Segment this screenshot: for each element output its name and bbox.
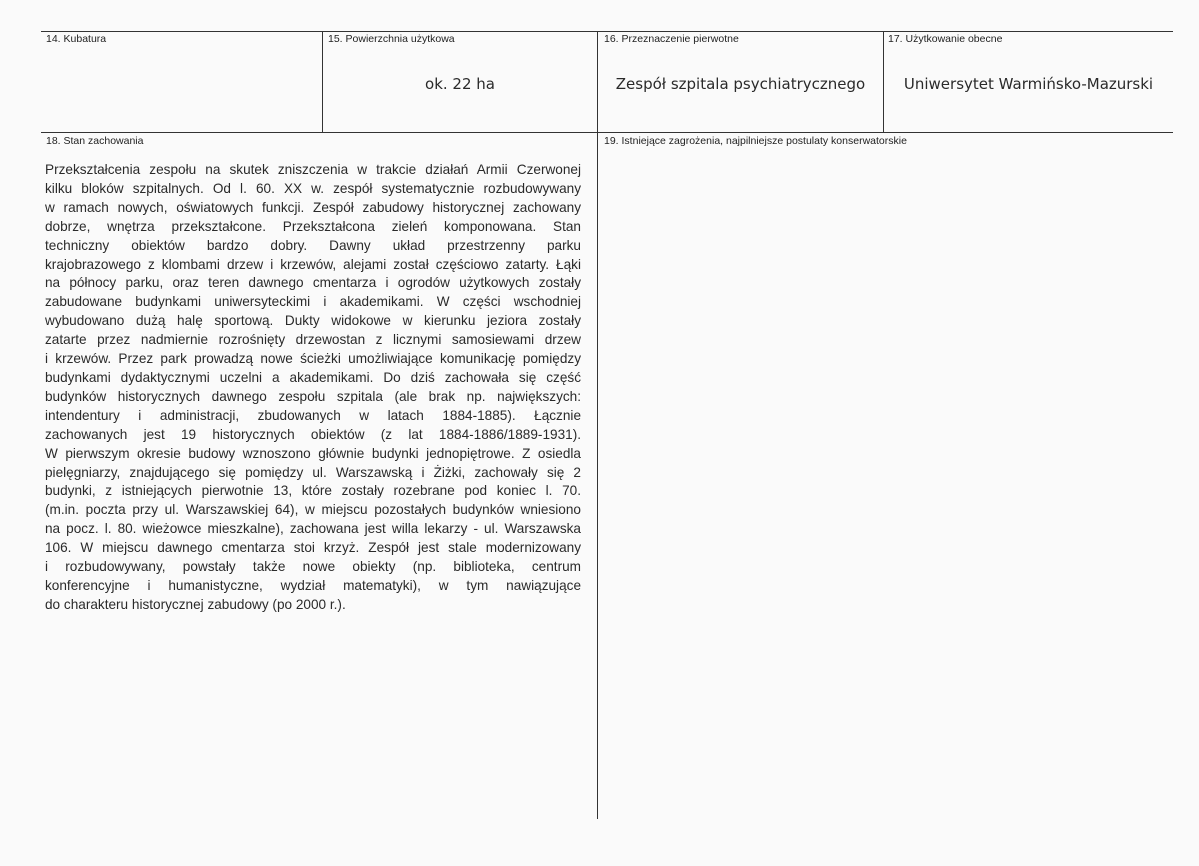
field-18-line: budynków historycznych dawnego zespołu szpitala (ale brak np. największych: [45, 388, 581, 404]
field-18-line: na pocz. l. 80. wieżowce mieszkalne), zachowana jest willa lekarzy - ul. Warszawska [45, 521, 581, 537]
top-border [41, 31, 1173, 32]
field-18-line: zabudowane budynkami uniwersyteckimi i akademikami. W części wschodniej [45, 294, 581, 310]
field-18-line: budynki, z istniejących pierwotnie 13, które zostały rozebrane pod koniec l. 70. [45, 483, 581, 499]
field-18-line: dobrze, wnętrza przekształcone. Przekształcona zieleń komponowana. Stan [45, 218, 581, 234]
field-18-line: i rozbudowywany, powstały także nowe obiekty (np. biblioteka, centrum [45, 559, 581, 575]
field-18-line: (m.in. poczta przy ul. Warszawskiej 64), w miejscu pozostałych budynków wniesiono [45, 502, 581, 518]
divider-15-16 [597, 31, 598, 819]
field-19-label: 19. Istniejące zagrożenia, najpilniejsze postulaty konserwatorskie [604, 135, 907, 147]
field-18-line: W pierwszym okresie budowy wznoszono głównie budynki jednopiętrowe. Z osiedla [45, 445, 581, 461]
field-17-value: Uniwersytet Warmińsko-Mazurski [903, 75, 1154, 93]
field-16-label: 16. Przeznaczenie pierwotne [604, 33, 739, 45]
field-18-line: i krzewów. Przez park prowadzą nowe ścieżki umożliwiające komunikację pomiędzy [45, 351, 581, 367]
field-14-label: 14. Kubatura [46, 33, 107, 45]
field-18-line: konferencyjne i humanistyczne, wydział matematyki), w tym nawiązujące [45, 577, 581, 593]
field-18-line: na północy parku, oraz teren dawnego cmentarza i ogrodów użytkowych zostały [45, 275, 581, 291]
header-row-bottom-border [41, 132, 1173, 133]
field-18-line: 106. W miejscu dawnego cmentarza stoi krzyż. Zespół jest stale modernizowany [45, 540, 581, 556]
field-18-line: Przekształcenia zespołu na skutek zniszczenia w trakcie działań Armii Czerwonej [45, 162, 581, 177]
field-15-value: ok. 22 ha [425, 75, 495, 93]
field-18-line: pielęgniarzy, znajdującego się pomiędzy ul. Warszawską i Żiżki, zachowały się 2 [45, 464, 581, 480]
field-17-label: 17. Użytkowanie obecne [888, 33, 1003, 45]
field-18-line: w ramach nowych, oświatowych funkcji. Zespół zabudowy historycznej zachowany [45, 199, 581, 215]
field-18-line: zatarte przez nadmiernie rozrośnięty drzewostan z licznymi samosiewami drzew [45, 332, 581, 348]
field-18-label: 18. Stan zachowania [46, 135, 144, 147]
field-18-text [45, 161, 581, 615]
field-18-line: zachowanych jest 19 historycznych obiektów (z lat 1884-1886/1889-1931). [45, 426, 581, 442]
field-18-line: wybudowano dużą halę sportową. Dukty widokowe w kierunku jeziora zostały [45, 313, 581, 329]
field-18-line: do charakteru historycznej zabudowy (po 2000 r.). [45, 596, 346, 612]
field-15-label: 15. Powierzchnia użytkowa [328, 33, 455, 45]
field-18-line: krajobrazowego z klombami drzew i krzewów, alejami został częściowo zatarty. Łąki [45, 256, 581, 272]
field-18-line: budynkami dydaktycznymi uczelni a akademikami. Do dziś zachowała się część [45, 369, 581, 385]
field-18-line: intendentury i administracji, zbudowanych w latach 1884-1885). Łącznie [45, 407, 581, 423]
field-18-line: techniczny obiektów bardzo dobry. Dawny układ przestrzenny parku [45, 237, 581, 253]
field-18-line: kilku bloków szpitalnych. Od l. 60. XX w. zespół systematycznie rozbudowywany [45, 180, 581, 196]
field-16-value: Zespół szpitala psychiatrycznego [615, 75, 866, 93]
